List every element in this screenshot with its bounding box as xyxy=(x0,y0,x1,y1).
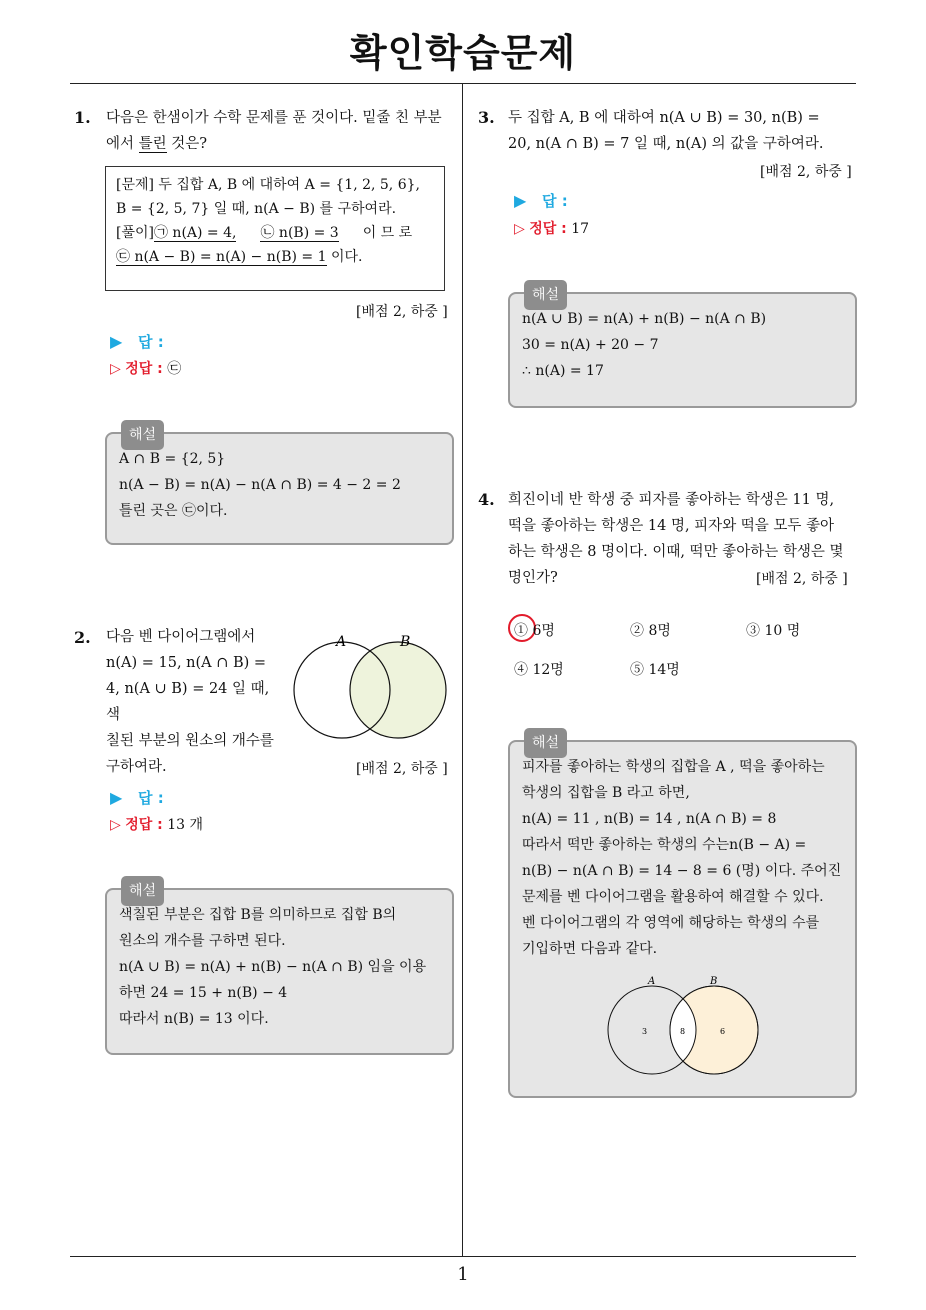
q4-line2: 떡을 좋아하는 학생은 14 명, 피자와 떡을 모두 좋아 xyxy=(508,518,835,534)
q4-line4-text: 명인가? xyxy=(508,570,558,586)
q1-step-b: ㉡ n(B) = 3 xyxy=(260,225,339,241)
q1-box-text: 이 므 로 xyxy=(362,225,413,241)
q2-answer-label: 답 : xyxy=(137,789,164,807)
q3-line1: 두 집합 A, B 에 대하여 n(A ∪ B) = 30, n(B) = xyxy=(508,110,820,126)
q1-box-line2: B = {2, 5, 7} 일 때, n(A − B) 를 구하여라. xyxy=(116,201,397,217)
q1-expl-line1: A ∩ B = {2, 5} xyxy=(119,451,226,467)
q3-question xyxy=(508,105,860,157)
q3-answer-field[interactable] xyxy=(514,190,568,211)
q2-expl-line3: n(A ∪ B) = n(A) + n(B) − n(A ∩ B) 임을 이용 xyxy=(119,959,427,975)
q4-expl-line5: n(B) − n(A ∩ B) = 14 − 8 = 6 (명) 이다. 주어진 xyxy=(522,863,842,879)
q1-box-line3 xyxy=(116,221,434,245)
q1-score: [배점 2, 하중 ] xyxy=(356,304,448,320)
q3-expl-line1: n(A ∪ B) = n(A) + n(B) − n(A ∩ B) xyxy=(522,311,767,327)
q2-expl-line5: 따라서 n(B) = 13 이다. xyxy=(119,1011,269,1027)
q4-expl-line3: n(A) = 11 , n(B) = 14 , n(A ∩ B) = 8 xyxy=(522,811,777,827)
q3-score: [배점 2, 하중 ] xyxy=(760,164,852,180)
q1-text-line1: 다음은 한샘이가 수학 문제를 푼 것이다. 밑줄 친 부분 xyxy=(106,110,442,126)
q3-expl-line2: 30 = n(A) + 20 − 7 xyxy=(522,337,659,353)
hollow-arrow-icon: ▷ xyxy=(110,361,121,377)
page-number: 1 xyxy=(457,1264,469,1285)
q1-step-a: ㉠ n(A) = 4, xyxy=(153,225,237,241)
q1-question xyxy=(106,105,458,157)
venn-right-count: 6 xyxy=(720,1027,726,1036)
arrow-icon: ▶ xyxy=(110,788,123,807)
q1-correct-label: 정답 : xyxy=(125,361,163,377)
q2-expl-line1: 색칠된 부분은 집합 B를 의미하므로 집합 B의 xyxy=(119,907,397,923)
q2-question xyxy=(106,624,284,780)
q1-expl-line3: 틀린 곳은 ㉢이다. xyxy=(119,503,228,519)
q4-score: [배점 2, 하중 ] xyxy=(756,571,848,587)
q2-correct-label: 정답 : xyxy=(125,817,163,833)
venn-mid-count: 8 xyxy=(680,1027,686,1036)
q2-correct-value: 13 개 xyxy=(167,817,204,833)
hollow-arrow-icon: ▷ xyxy=(110,817,121,833)
choice-5[interactable]: ⑤ 14명 xyxy=(630,662,680,678)
venn-label-a: A xyxy=(648,976,656,987)
explanation-tag: 해설 xyxy=(121,420,164,450)
q2-line5: 구하여라. xyxy=(106,759,167,775)
q2-answer-field[interactable] xyxy=(110,787,164,808)
q2-explanation-box xyxy=(105,883,454,1055)
q1-problem-box xyxy=(105,166,445,291)
q2-venn-diagram xyxy=(290,630,460,742)
explanation-tag: 해설 xyxy=(121,876,164,906)
q4-expl-line7: 벤 다이어그램의 각 영역에 해당하는 학생의 수를 xyxy=(522,915,820,931)
choice-3[interactable]: ③ 10 명 xyxy=(746,623,801,639)
q2-line1: 다음 벤 다이어그램에서 xyxy=(106,629,256,645)
hollow-arrow-icon: ▷ xyxy=(514,221,525,237)
venn-circle-b xyxy=(350,642,446,738)
q2-line3: 4, n(A ∪ B) = 24 일 때, 색 xyxy=(106,681,270,723)
explanation-tag: 해설 xyxy=(524,728,567,758)
venn-label-b: B xyxy=(710,976,718,987)
bottom-divider xyxy=(70,1256,856,1257)
q4-expl-line8: 기입하면 다음과 같다. xyxy=(522,941,658,957)
q1-box-line1: [문제] 두 집합 A, B 에 대하여 A = {1, 2, 5, 6}, xyxy=(116,177,420,193)
q1-text-line2 xyxy=(106,131,458,157)
q1-answer-field[interactable] xyxy=(110,331,164,352)
q3-correct-value: 17 xyxy=(571,221,590,237)
q1-box-line4 xyxy=(116,245,434,269)
q1-underlined-word: 틀린 xyxy=(138,136,167,152)
q2-line2: n(A) = 15, n(A ∩ B) = xyxy=(106,655,267,671)
q4-explanation-box xyxy=(508,735,857,1098)
arrow-icon: ▶ xyxy=(110,332,123,351)
q4-expl-line4: 따라서 떡만 좋아하는 학생의 수는n(B − A) = xyxy=(522,837,807,853)
column-divider xyxy=(462,84,463,1256)
q2-number: 2. xyxy=(74,628,91,647)
q3-line2: 20, n(A ∩ B) = 7 일 때, n(A) 의 값을 구하여라. xyxy=(508,136,824,152)
q4-expl-line1: 피자를 좋아하는 학생의 집합을 A , 떡을 좋아하는 xyxy=(522,759,825,775)
q1-text-part: 것은? xyxy=(166,136,208,152)
venn-label-b: B xyxy=(400,634,411,650)
q3-explanation-box xyxy=(508,287,857,408)
q3-correct-label: 정답 : xyxy=(529,221,567,237)
q1-box-label: [풀이] xyxy=(116,225,154,241)
q3-answer-label: 답 : xyxy=(541,192,568,210)
q4-expl-line2: 학생의 집합을 B 라고 하면, xyxy=(522,785,690,801)
q1-box-text: 이다. xyxy=(326,249,363,265)
q1-explanation-box xyxy=(105,427,454,545)
q1-text-part: 에서 xyxy=(106,136,139,152)
q4-line3: 하는 학생은 8 명이다. 이때, 떡만 좋아하는 학생은 몇 xyxy=(508,544,844,560)
top-divider xyxy=(70,83,856,84)
q2-correct xyxy=(110,814,203,834)
choice-4[interactable]: ④ 12명 xyxy=(514,662,564,678)
q4-expl-line6: 문제를 벤 다이어그램을 활용하여 해결할 수 있다. xyxy=(522,889,824,905)
explanation-tag: 해설 xyxy=(524,280,567,310)
q1-answer-label: 답 : xyxy=(137,333,164,351)
q4-number: 4. xyxy=(478,490,495,509)
q3-expl-line3: ∴ n(A) = 17 xyxy=(522,363,604,379)
q1-expl-line2: n(A − B) = n(A) − n(A ∩ B) = 4 − 2 = 2 xyxy=(119,477,401,493)
q2-expl-line4: 하면 24 = 15 + n(B) − 4 xyxy=(119,985,288,1001)
q1-correct-value: ㉢ xyxy=(167,361,182,377)
venn-left-count: 3 xyxy=(642,1027,648,1036)
choice-1[interactable]: ① 6명 xyxy=(514,623,555,639)
q2-expl-line2: 원소의 개수를 구하면 된다. xyxy=(119,933,286,949)
q4-venn-diagram xyxy=(604,974,764,1078)
q3-number: 3. xyxy=(478,108,495,127)
choice-2[interactable]: ② 8명 xyxy=(630,623,671,639)
q1-step-c: ㉢ n(A − B) = n(A) − n(B) = 1 xyxy=(116,249,327,265)
q3-correct xyxy=(514,218,589,238)
q4-line1: 희진이네 반 학생 중 피자를 좋아하는 학생은 11 명, xyxy=(508,492,835,508)
arrow-icon: ▶ xyxy=(514,191,527,210)
venn-label-a: A xyxy=(336,634,347,650)
q1-correct xyxy=(110,358,181,378)
q1-number: 1. xyxy=(74,108,91,127)
q2-line4: 칠된 부분의 원소의 개수를 xyxy=(106,733,274,749)
page-title: 확인학습문제 xyxy=(349,31,577,75)
q2-score: [배점 2, 하중 ] xyxy=(356,761,448,777)
